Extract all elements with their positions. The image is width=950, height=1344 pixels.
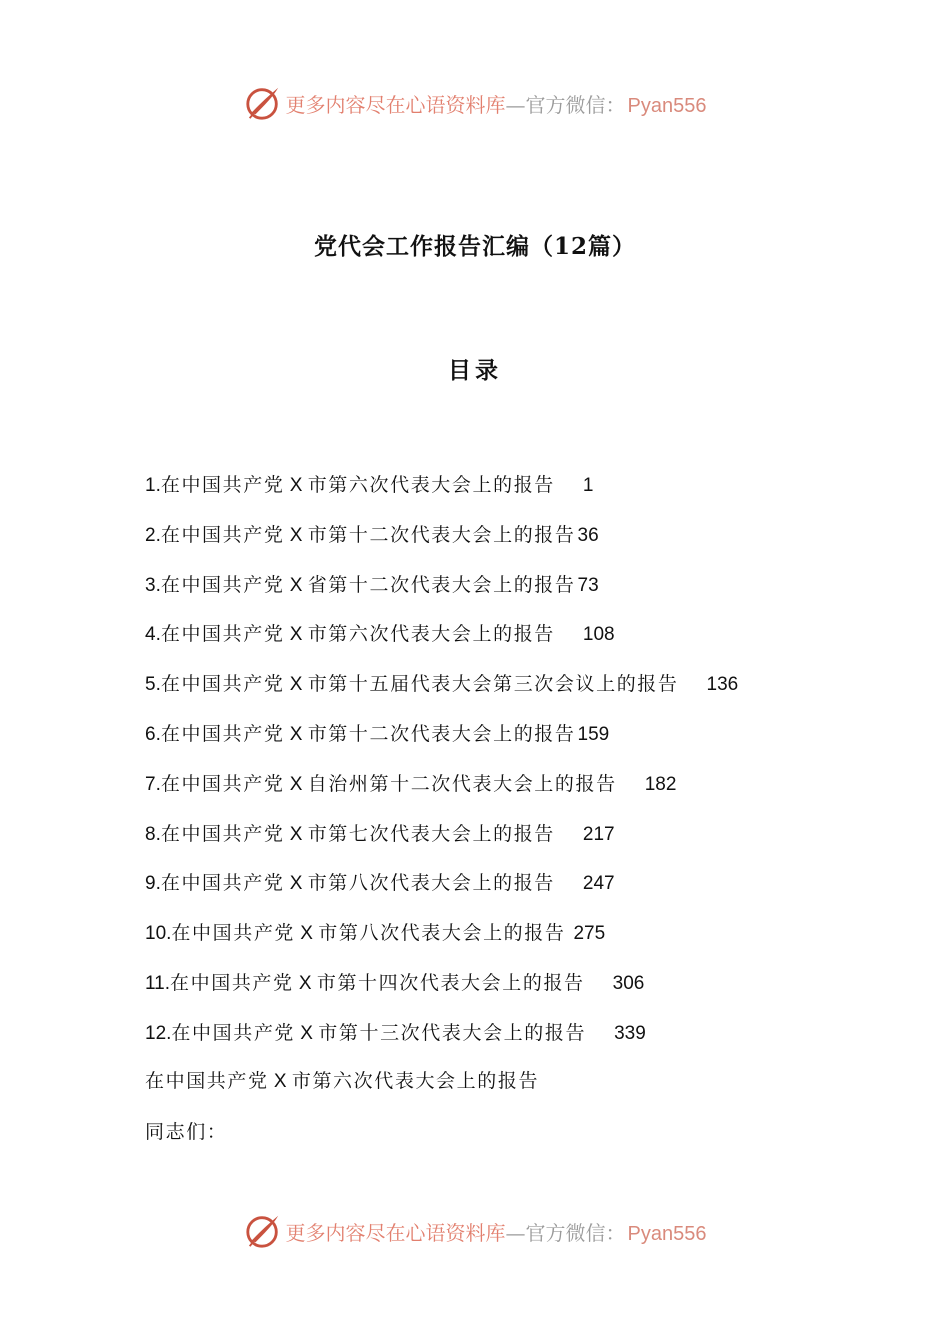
toc-entry-page: 306 (612, 972, 645, 994)
toc-entry-number: 3. (145, 574, 161, 596)
toc-entry (145, 1018, 845, 1068)
toc-entry-number: 4. (145, 624, 161, 646)
toc-entry-page: 73 (577, 574, 599, 596)
toc-entry-page: 136 (706, 674, 739, 696)
toc-entry-number: 1. (145, 475, 161, 496)
toc-entry-title: 在中国共产党 X 市第八次代表大会上的报告 (160, 872, 555, 895)
toc-entry-number: 9. (145, 873, 161, 895)
toc-entry-title: 在中国共产党 X 自治州第十二次代表大会上的报告 (160, 772, 617, 795)
toc-entry-page: 182 (644, 773, 677, 795)
toc-entry-number: 8. (145, 823, 161, 845)
quill-logo-icon (244, 1212, 282, 1250)
toc-entry (145, 968, 845, 1018)
toc-entry-page: 108 (582, 624, 615, 646)
salutation: 同志们： (145, 1121, 228, 1143)
toc-entry-number: 10. (145, 923, 172, 945)
toc-entry (145, 520, 845, 570)
toc-entry (145, 669, 845, 719)
footer-watermark-banner (0, 1209, 950, 1253)
toc-entry-title: 在中国共产党 X 市第七次代表大会上的报告 (160, 822, 555, 845)
toc-entry (145, 719, 845, 769)
toc-entry (145, 769, 845, 819)
toc-entry (145, 918, 845, 968)
toc-entry-title: 在中国共产党 X 市第六次代表大会上的报告 (160, 623, 555, 646)
toc-heading: 目录 (448, 357, 502, 384)
toc-entry (145, 619, 845, 669)
toc-entry (145, 819, 845, 869)
toc-entry-title: 在中国共产党 X 市第十二次代表大会上的报告 (160, 523, 576, 546)
document-title: 党代会工作报告汇编（12篇） (313, 233, 636, 260)
toc-entry-number: 2. (145, 524, 161, 546)
toc-entry-number: 6. (145, 723, 161, 745)
toc-entry-title: 在中国共产党 X 市第八次代表大会上的报告 (171, 922, 566, 945)
toc-entry-page: 36 (577, 524, 599, 546)
toc-entry-title: 在中国共产党 X 市第十四次代表大会上的报告 (170, 971, 585, 994)
toc-entry-number: 11. (145, 972, 171, 994)
table-of-contents (145, 470, 845, 1068)
toc-entry (145, 868, 845, 918)
toc-entry-page: 339 (614, 1022, 646, 1044)
toc-entry-page: 159 (577, 723, 610, 745)
toc-entry-title: 在中国共产党 X 市第十五届代表大会第三次会议上的报告 (160, 673, 679, 696)
toc-entry-title: 在中国共产党 X 市第十三次代表大会上的报告 (171, 1021, 587, 1044)
toc-entry-title: 在中国共产党 X 市第六次代表大会上的报告 (160, 474, 555, 496)
toc-entry-number: 5. (145, 674, 161, 696)
quill-logo-icon (244, 84, 282, 122)
header-watermark-text: 更多内容尽在心语资料库—官方微信： Pyan556 (285, 92, 707, 117)
footer-watermark-text: 更多内容尽在心语资料库—官方微信： Pyan556 (285, 1220, 707, 1245)
header-watermark-banner (0, 81, 950, 125)
toc-entry-number: 12. (145, 1022, 172, 1044)
toc-entry-title: 在中国共产党 X 省第十二次代表大会上的报告 (160, 573, 576, 596)
toc-entry-page: 1 (582, 475, 594, 496)
toc-entry-page: 247 (582, 873, 615, 895)
section-title: 在中国共产党 X 市第六次代表大会上的报告 (145, 1070, 540, 1092)
toc-entry-page: 275 (573, 923, 606, 945)
toc-entry-title: 在中国共产党 X 市第十二次代表大会上的报告 (160, 722, 576, 745)
toc-entry-number: 7. (145, 773, 161, 795)
toc-entry (145, 570, 845, 620)
toc-entry-page: 217 (582, 823, 615, 845)
toc-entry (145, 470, 845, 520)
